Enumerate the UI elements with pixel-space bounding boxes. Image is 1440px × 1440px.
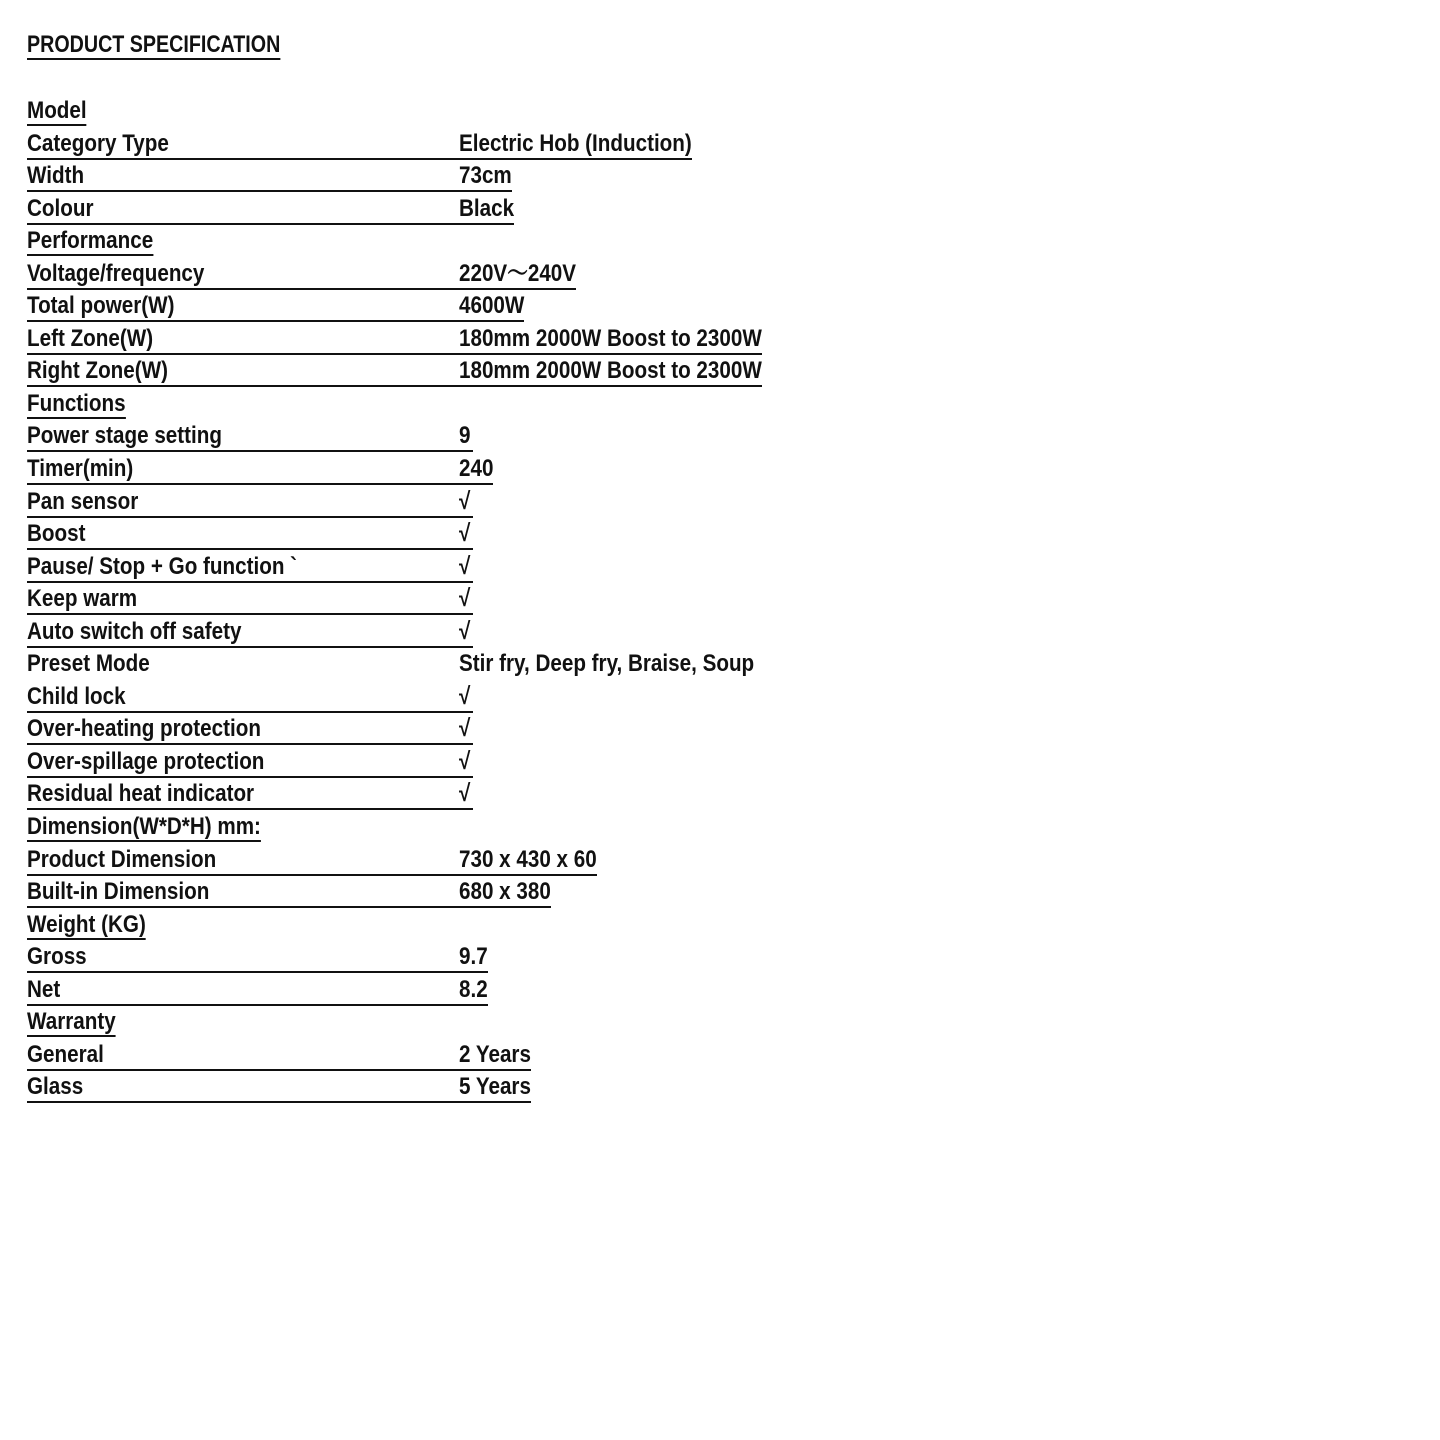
- spec-label: [27, 160, 84, 190]
- spec-label: [27, 128, 169, 158]
- label-text: Timer(min): [27, 455, 134, 483]
- spec-label: [27, 844, 216, 874]
- section-header: [27, 1006, 827, 1039]
- spec-row: [27, 844, 827, 877]
- spec-row: [27, 420, 827, 453]
- spec-label: [27, 551, 297, 581]
- spec-value: √: [459, 780, 471, 808]
- spec-row: [27, 1039, 827, 1072]
- label-text: Right Zone(W): [27, 357, 168, 385]
- spec-value: √: [459, 747, 471, 775]
- label-text: Residual heat indicator: [27, 780, 255, 808]
- label-text: Voltage/frequency: [27, 259, 205, 287]
- spec-row: [27, 876, 827, 909]
- spec-value: 180mm 2000W Boost to 2300W: [459, 324, 762, 352]
- spec-value: Black: [459, 194, 515, 222]
- spec-value: √: [459, 520, 471, 548]
- label-text: Left Zone(W): [27, 324, 154, 352]
- label-text: Warranty: [27, 1008, 116, 1036]
- section-title: [27, 225, 153, 255]
- label-text: Preset Mode: [27, 650, 150, 678]
- label-text: Functions: [27, 389, 126, 417]
- page-title: [27, 30, 280, 60]
- section-header: [27, 811, 827, 844]
- spec-table: [27, 95, 827, 1104]
- spec-label: [27, 746, 264, 776]
- spec-label: [27, 193, 94, 223]
- spec-label: [27, 420, 222, 450]
- spec-row: [27, 941, 827, 974]
- label-text: Net: [27, 975, 61, 1003]
- spec-row: [27, 160, 827, 193]
- spec-label: [27, 1039, 104, 1069]
- label-text: Model: [27, 97, 87, 124]
- spec-row: [27, 128, 827, 161]
- section-header: [27, 388, 827, 421]
- spec-value: 680 x 380: [459, 878, 551, 906]
- label-text: General: [27, 1040, 104, 1068]
- spec-label: [27, 941, 87, 971]
- section-title: [27, 1006, 116, 1036]
- value-underline: [459, 1101, 531, 1103]
- spec-row: [27, 974, 827, 1007]
- spec-value: 180mm 2000W Boost to 2300W: [459, 357, 762, 385]
- label-text: Over-spillage protection: [27, 747, 265, 775]
- spec-value: √: [459, 487, 471, 515]
- spec-value: 730 x 430 x 60: [459, 845, 597, 873]
- spec-row: [27, 453, 827, 486]
- spec-label: [27, 486, 138, 516]
- spec-label: [27, 290, 175, 320]
- spec-value: 9: [459, 422, 471, 450]
- label-text: Child lock: [27, 682, 126, 710]
- spec-label: [27, 974, 60, 1004]
- label-text: Performance: [27, 227, 154, 255]
- spec-value: 4600W: [459, 292, 525, 320]
- spec-row: [27, 551, 827, 584]
- label-text: Total power(W): [27, 292, 175, 320]
- spec-row: [27, 323, 827, 356]
- label-text: Keep warm: [27, 585, 138, 613]
- spec-row: [27, 355, 827, 388]
- spec-row: [27, 648, 827, 681]
- spec-row: [27, 258, 827, 291]
- spec-row: [27, 290, 827, 323]
- spec-row: [27, 1071, 827, 1104]
- spec-value: 9.7: [459, 943, 488, 971]
- spec-value: Electric Hob (Induction): [459, 129, 692, 157]
- spec-row: [27, 778, 827, 811]
- label-text: Pause/ Stop + Go function `: [27, 552, 298, 580]
- spec-row: [27, 583, 827, 616]
- label-text: Power stage setting: [27, 422, 222, 450]
- label-underline: [27, 1101, 459, 1103]
- spec-label: [27, 681, 126, 711]
- spec-row: [27, 486, 827, 519]
- spec-value: 240: [459, 455, 494, 483]
- spec-label: [27, 323, 153, 353]
- label-text: Gross: [27, 943, 87, 971]
- label-text: Auto switch off safety: [27, 617, 242, 645]
- spec-row: [27, 193, 827, 226]
- spec-label: [27, 648, 150, 678]
- label-text: Boost: [27, 520, 86, 548]
- spec-label: [27, 1071, 83, 1101]
- spec-value: 8.2: [459, 975, 488, 1003]
- spec-label: [27, 616, 241, 646]
- section-title: [27, 388, 126, 418]
- spec-label: [27, 713, 261, 743]
- spec-row: [27, 713, 827, 746]
- spec-label: [27, 258, 204, 288]
- page-title-text: PRODUCT SPECIFICATION: [27, 31, 281, 58]
- spec-label: [27, 518, 85, 548]
- spec-row: [27, 746, 827, 779]
- label-text: Category Type: [27, 129, 169, 157]
- spec-label: [27, 453, 133, 483]
- spec-value: √: [459, 552, 471, 580]
- spec-value: √: [459, 617, 471, 645]
- label-text: Pan sensor: [27, 487, 139, 515]
- spec-value: 73cm: [459, 162, 512, 190]
- spec-value: √: [459, 585, 471, 613]
- spec-label: [27, 876, 209, 906]
- spec-value: √: [459, 715, 471, 743]
- section-title: [27, 95, 87, 125]
- spec-value: 220V～240V: [459, 259, 577, 287]
- section-header: [27, 95, 827, 128]
- spec-row: [27, 518, 827, 551]
- label-text: Over-heating protection: [27, 715, 261, 743]
- spec-label: [27, 583, 137, 613]
- spec-label: [27, 778, 254, 808]
- spec-value: 5 Years: [459, 1073, 531, 1101]
- spec-value: 2 Years: [459, 1040, 531, 1068]
- label-text: Built-in Dimension: [27, 878, 210, 906]
- spec-value: Stir fry, Deep fry, Braise, Soup: [459, 650, 755, 678]
- label-text: Glass: [27, 1073, 84, 1101]
- section-title: [27, 909, 146, 939]
- label-text: Colour: [27, 194, 94, 222]
- label-text: Dimension(W*D*H) mm:: [27, 813, 261, 841]
- spec-row: [27, 681, 827, 714]
- label-text: Product Dimension: [27, 845, 217, 873]
- spec-row: [27, 616, 827, 649]
- section-header: [27, 225, 827, 258]
- section-title: [27, 811, 261, 841]
- spec-value: √: [459, 682, 471, 710]
- label-text: Width: [27, 162, 85, 190]
- label-text: Weight (KG): [27, 910, 146, 938]
- spec-label: [27, 355, 168, 385]
- section-header: [27, 909, 827, 942]
